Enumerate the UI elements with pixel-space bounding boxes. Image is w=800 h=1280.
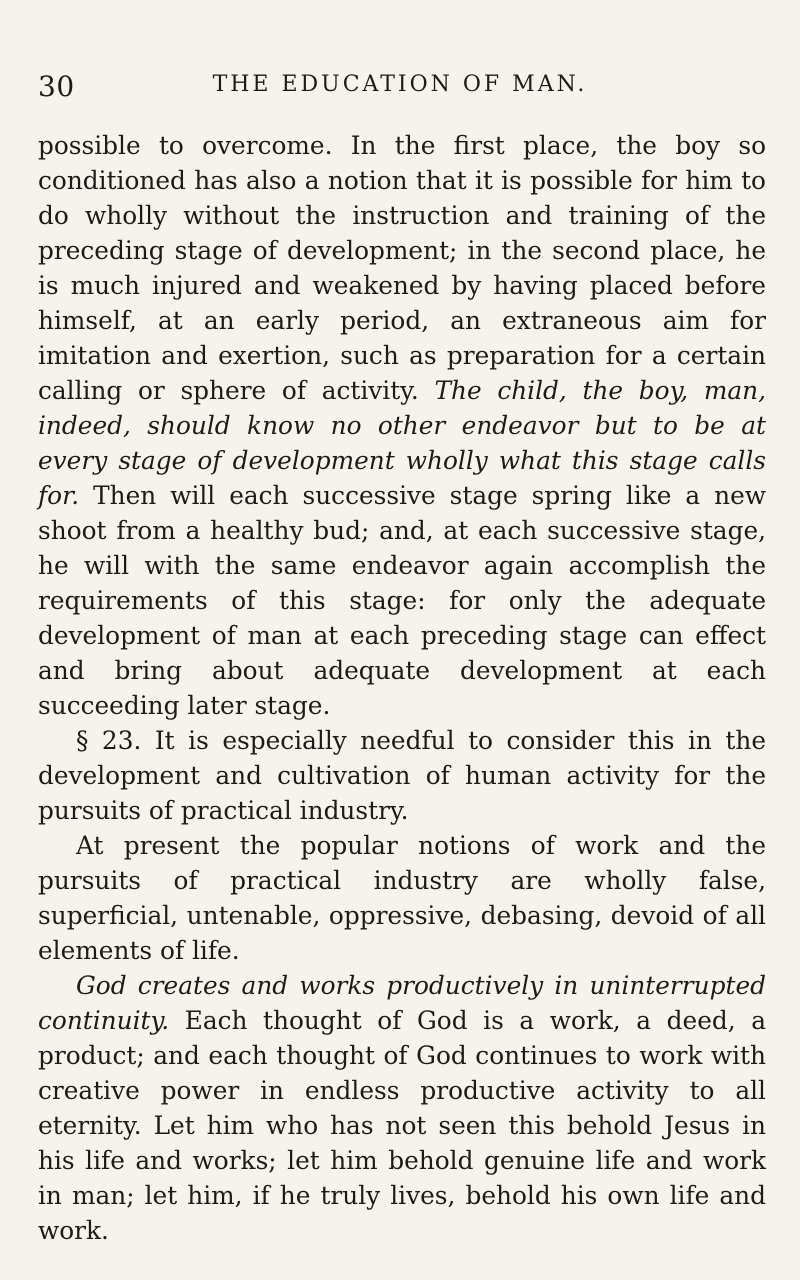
paragraph-text: Each thought of God is a work, a deed, a product; and each thought of God continues to work with creative power in endless productive activity to all eternity. Let him who has not seen this behold Jesus in his life and works; let him behold genuine life and work in man; let him, if he truly lives, behold his own life and work. xyxy=(38,1006,766,1245)
paragraph-text: possible to overcome. In the first place, the boy so conditioned has also a notion that it is possible for him to do wholly without the instruction and training of the preceding stage of development; in the second place, he is much injured and weakened by having placed before himself, at an early period, an extraneous aim for imitation and exertion, such as preparation for a certain calling or sphere of activity. xyxy=(38,131,766,405)
paragraph-god-creates xyxy=(38,968,766,1248)
paragraph-text: Then will each successive stage spring like a new shoot from a healthy bud; and, at each successive stage, he will with the same endeavor again accomplish the requirements of this stage: for only the adequate development of man at each preceding stage can effect and bring about adequate development at each succeeding later stage. xyxy=(38,481,766,720)
page-number: 30 xyxy=(38,70,75,103)
body-text xyxy=(38,128,766,1248)
paragraph-practical-industry: At present the popular notions of work and the pursuits of practical industry are wholly false, superficial, untenable, oppressive, debasing, devoid of all elements of life. xyxy=(38,831,766,965)
running-title: THE EDUCATION OF MAN. xyxy=(212,72,588,97)
paragraph-continuation xyxy=(38,128,766,723)
italic-emphasis: God creates and works productively in uninterrupted continuity. xyxy=(38,971,766,1035)
section-23-paragraph: § 23. It is especially needful to consider this in the development and cultivation of human activity for the pursuits of practical industry. xyxy=(38,726,766,825)
italic-emphasis: The child, the boy, man, indeed, should know no other endeavor but to be at every stage of development wholly what this stage calls for. xyxy=(38,376,766,510)
